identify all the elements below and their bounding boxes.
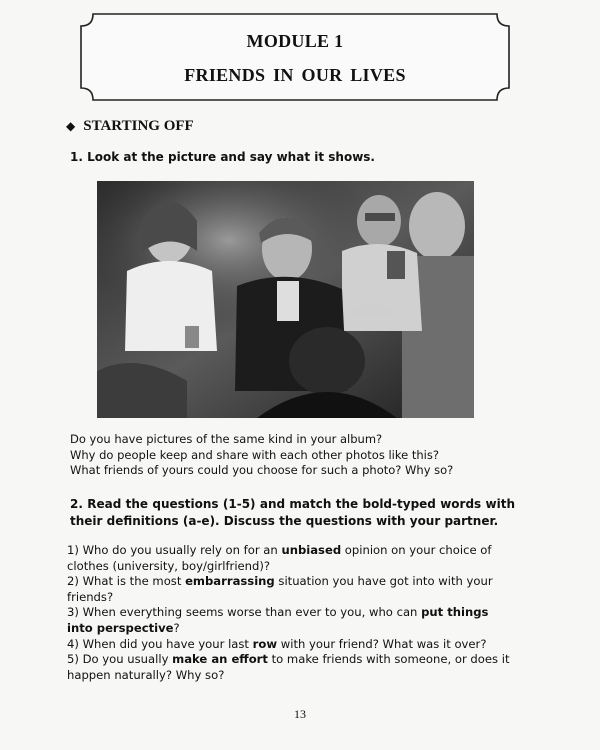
list-item: 2) What is the most embarrassing situation you have got into with your friends? (67, 574, 493, 604)
module-title: FRIENDS IN OUR LIVES (184, 65, 406, 85)
task-2-question-list (67, 543, 517, 683)
question-line: What friends of yours could you choose for such a photo? Why so? (70, 463, 454, 477)
list-item: 4) When did you have your last row with your friend? What was it over? (67, 636, 487, 651)
ornamental-frame (79, 12, 511, 102)
bold-term: unbiased (281, 543, 342, 557)
diamond-bullet-icon: ◆ (66, 119, 76, 133)
bold-term: row (252, 636, 278, 651)
module-number: MODULE 1 (246, 31, 344, 51)
question-line: Why do people keep and share with each other photos like this? (70, 447, 439, 462)
task-1-questions (70, 432, 540, 479)
bold-term: embarrassing (185, 574, 275, 589)
module-header-frame (79, 12, 511, 102)
friends-photo (97, 181, 474, 418)
list-item: 1) Who do you usually rely on for an unbiased opinion on your choice of clothes (university, boy/girlfriend)? (67, 543, 492, 573)
question-line: Do you have pictures of the same kind in your album? (70, 432, 383, 446)
list-item: 5) Do you usually make an effort to make friends with someone, or does it happen naturally? Why so? (67, 652, 510, 682)
list-item: 3) When everything seems worse than ever to you, who can put things into perspective? (67, 605, 489, 635)
section-title: STARTING OFF (83, 118, 194, 134)
bold-term: make an effort (172, 652, 268, 667)
section-heading (66, 118, 194, 135)
photo-illustration (97, 181, 474, 418)
task-2-heading: 2. Read the questions (1-5) and match the bold-typed words with their definitions (a-e). Discuss the questions with your partner. (70, 497, 515, 528)
page-number: 13 (294, 707, 306, 721)
bold-term: put things into perspective (67, 605, 489, 635)
task-1-heading: 1. Look at the picture and say what it shows. (70, 150, 375, 164)
